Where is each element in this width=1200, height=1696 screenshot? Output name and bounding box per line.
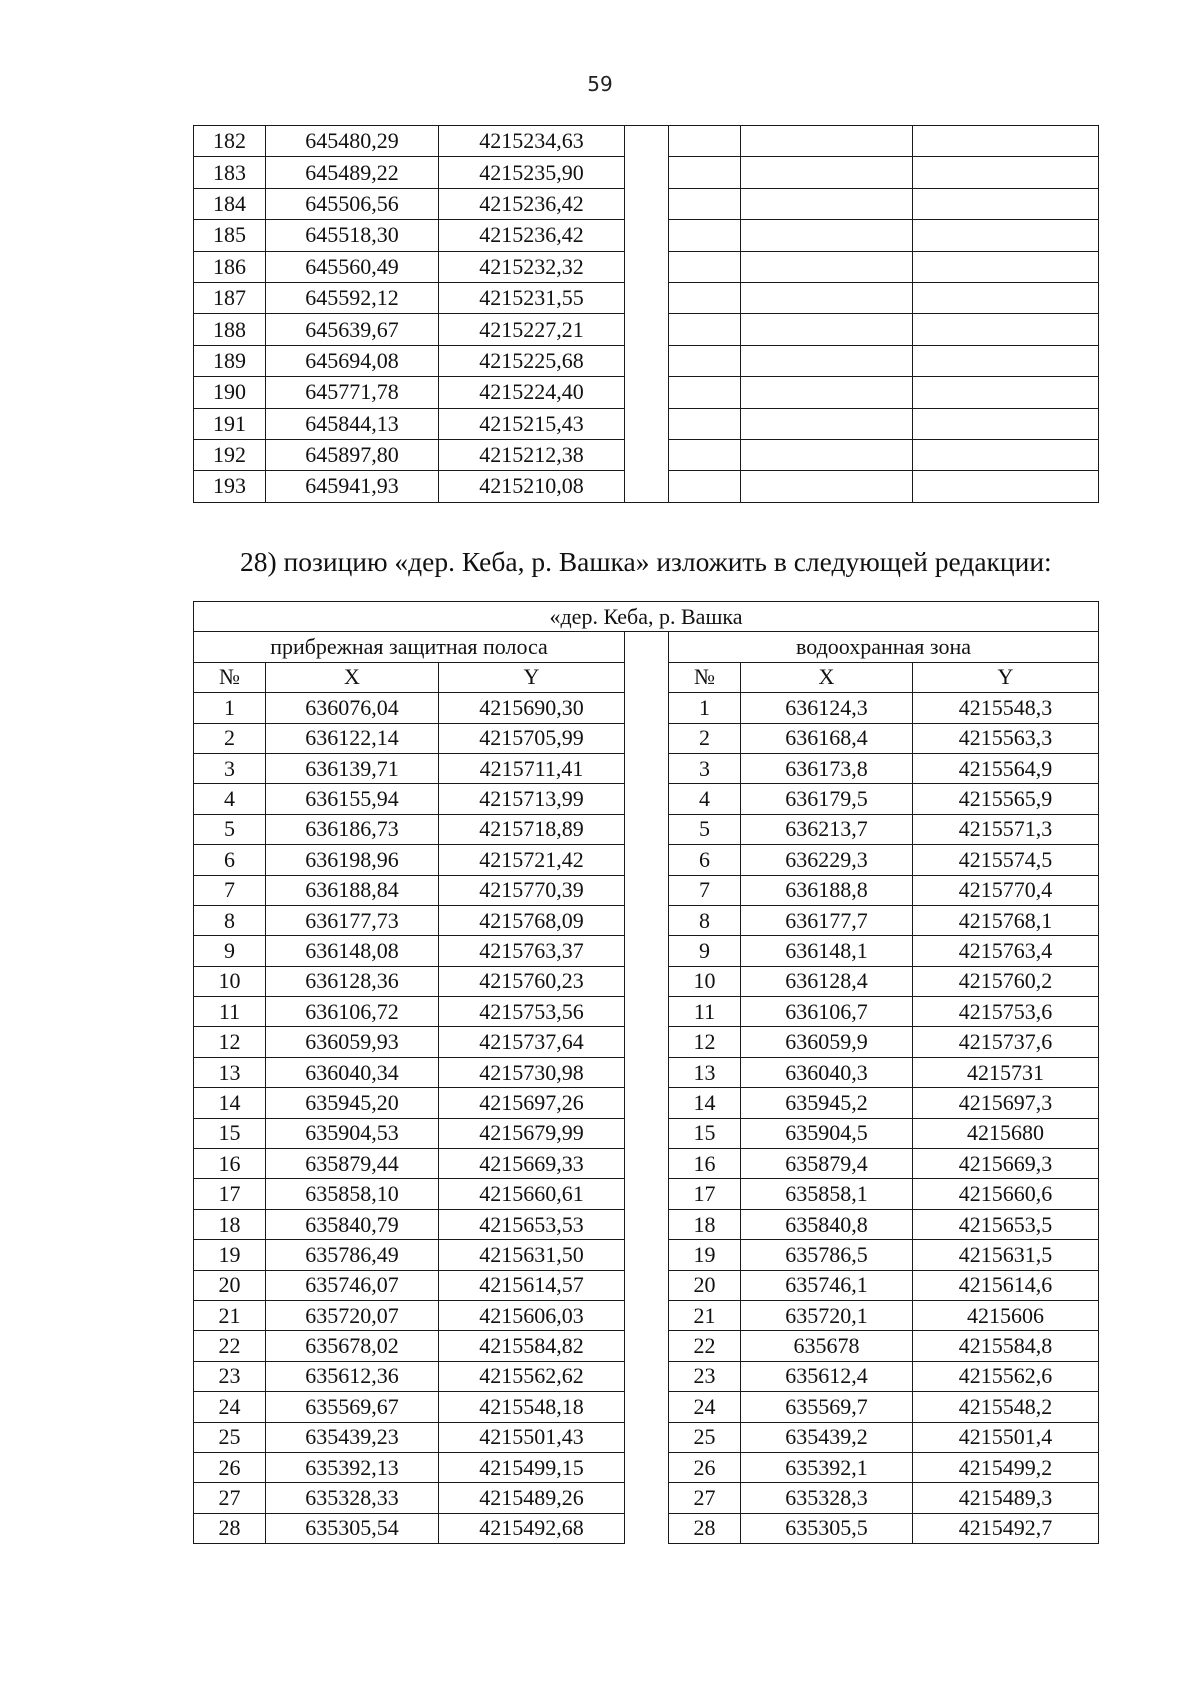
point-number-cell: 182 xyxy=(194,126,266,157)
strip-y-coordinate-cell: 4215697,26 xyxy=(439,1088,625,1118)
zone-x-coordinate-cell: 636128,4 xyxy=(741,966,913,996)
zone-y-coordinate-cell: 4215631,5 xyxy=(913,1240,1099,1270)
strip-x-coordinate-cell: 636122,14 xyxy=(266,723,439,753)
strip-x-coordinate-cell: 635786,49 xyxy=(266,1240,439,1270)
strip-point-number-cell: 5 xyxy=(194,814,266,844)
point-number-cell: 184 xyxy=(194,188,266,219)
x-coordinate-cell: 645897,80 xyxy=(266,439,439,470)
zone-point-number-cell: 9 xyxy=(669,936,741,966)
zone-x-coordinate-cell: 636059,9 xyxy=(741,1027,913,1057)
x-coordinate-cell: 645506,56 xyxy=(266,188,439,219)
zone-point-number-cell: 17 xyxy=(669,1179,741,1209)
strip-point-number-cell: 23 xyxy=(194,1361,266,1391)
zone-x-coordinate-cell: 636106,7 xyxy=(741,997,913,1027)
amendment-heading: 28) позицию «дер. Кеба, р. Вашка» изложить в следующей редакции: xyxy=(240,546,1052,577)
empty-cell xyxy=(741,157,913,188)
zone-x-coordinate-cell: 635840,8 xyxy=(741,1209,913,1239)
zone-y-coordinate-cell: 4215660,6 xyxy=(913,1179,1099,1209)
section-header-coastal-strip: прибрежная защитная полоса xyxy=(194,632,625,662)
x-coordinate-cell: 645639,67 xyxy=(266,314,439,345)
x-coordinate-cell: 645844,13 xyxy=(266,408,439,439)
point-number-cell: 183 xyxy=(194,157,266,188)
zone-x-coordinate-cell: 636148,1 xyxy=(741,936,913,966)
y-coordinate-cell: 4215236,42 xyxy=(439,188,625,219)
strip-point-number-cell: 16 xyxy=(194,1149,266,1179)
x-coordinate-cell: 645771,78 xyxy=(266,377,439,408)
strip-point-number-cell: 17 xyxy=(194,1179,266,1209)
empty-cell xyxy=(669,220,741,251)
zone-point-number-cell: 18 xyxy=(669,1209,741,1239)
y-coordinate-cell: 4215231,55 xyxy=(439,282,625,313)
point-number-cell: 191 xyxy=(194,408,266,439)
strip-x-coordinate-cell: 636188,84 xyxy=(266,875,439,905)
zone-x-coordinate-cell: 635858,1 xyxy=(741,1179,913,1209)
zone-point-number-cell: 13 xyxy=(669,1057,741,1087)
strip-y-coordinate-cell: 4215679,99 xyxy=(439,1118,625,1148)
strip-point-number-cell: 27 xyxy=(194,1483,266,1513)
x-coordinate-cell: 645489,22 xyxy=(266,157,439,188)
y-coordinate-cell: 4215215,43 xyxy=(439,408,625,439)
zone-y-coordinate-cell: 4215760,2 xyxy=(913,966,1099,996)
strip-y-coordinate-cell: 4215660,61 xyxy=(439,1179,625,1209)
zone-point-number-cell: 20 xyxy=(669,1270,741,1300)
table-row xyxy=(194,126,1099,157)
zone-point-number-cell: 28 xyxy=(669,1513,741,1543)
strip-point-number-cell: 26 xyxy=(194,1452,266,1482)
strip-y-coordinate-cell: 4215763,37 xyxy=(439,936,625,966)
strip-y-coordinate-cell: 4215730,98 xyxy=(439,1057,625,1087)
empty-cell xyxy=(669,408,741,439)
zone-point-number-cell: 11 xyxy=(669,997,741,1027)
empty-cell xyxy=(741,251,913,282)
strip-y-coordinate-cell: 4215737,64 xyxy=(439,1027,625,1057)
y-coordinate-cell: 4215235,90 xyxy=(439,157,625,188)
zone-y-coordinate-cell: 4215499,2 xyxy=(913,1452,1099,1482)
strip-x-coordinate-cell: 636186,73 xyxy=(266,814,439,844)
empty-cell xyxy=(913,377,1099,408)
x-coordinate-cell: 645694,08 xyxy=(266,345,439,376)
zone-y-coordinate-cell: 4215763,4 xyxy=(913,936,1099,966)
strip-x-coordinate-cell: 636059,93 xyxy=(266,1027,439,1057)
zone-x-coordinate-cell: 635678 xyxy=(741,1331,913,1361)
strip-y-coordinate-cell: 4215606,03 xyxy=(439,1300,625,1330)
empty-cell xyxy=(741,220,913,251)
strip-point-number-cell: 22 xyxy=(194,1331,266,1361)
zone-y-coordinate-cell: 4215731 xyxy=(913,1057,1099,1087)
zone-point-number-cell: 4 xyxy=(669,784,741,814)
zone-y-coordinate-cell: 4215614,6 xyxy=(913,1270,1099,1300)
zone-y-coordinate-cell: 4215669,3 xyxy=(913,1149,1099,1179)
table-title-row xyxy=(194,602,1099,632)
empty-cell xyxy=(741,408,913,439)
zone-x-coordinate-cell: 635305,5 xyxy=(741,1513,913,1543)
strip-x-coordinate-cell: 636198,96 xyxy=(266,845,439,875)
keba-vashka-coordinates-table xyxy=(193,601,1099,1544)
zone-point-number-cell: 12 xyxy=(669,1027,741,1057)
strip-x-coordinate-cell: 635945,20 xyxy=(266,1088,439,1118)
zone-point-number-cell: 2 xyxy=(669,723,741,753)
zone-x-coordinate-cell: 635746,1 xyxy=(741,1270,913,1300)
zone-point-number-cell: 24 xyxy=(669,1392,741,1422)
zone-y-coordinate-cell: 4215653,5 xyxy=(913,1209,1099,1239)
y-coordinate-cell: 4215234,63 xyxy=(439,126,625,157)
strip-y-coordinate-cell: 4215768,09 xyxy=(439,905,625,935)
y-coordinate-cell: 4215212,38 xyxy=(439,439,625,470)
y-coordinate-cell: 4215210,08 xyxy=(439,471,625,502)
point-number-cell: 187 xyxy=(194,282,266,313)
y-coordinate-cell: 4215224,40 xyxy=(439,377,625,408)
strip-point-number-cell: 19 xyxy=(194,1240,266,1270)
zone-x-coordinate-cell: 636168,4 xyxy=(741,723,913,753)
zone-x-coordinate-cell: 635945,2 xyxy=(741,1088,913,1118)
zone-point-number-cell: 19 xyxy=(669,1240,741,1270)
empty-cell xyxy=(741,126,913,157)
strip-y-coordinate-cell: 4215631,50 xyxy=(439,1240,625,1270)
strip-x-coordinate-cell: 636155,94 xyxy=(266,784,439,814)
empty-cell xyxy=(741,471,913,502)
zone-y-coordinate-cell: 4215563,3 xyxy=(913,723,1099,753)
zone-x-coordinate-cell: 635904,5 xyxy=(741,1118,913,1148)
strip-x-coordinate-cell: 635678,02 xyxy=(266,1331,439,1361)
strip-x-coordinate-cell: 636177,73 xyxy=(266,905,439,935)
zone-point-number-cell: 27 xyxy=(669,1483,741,1513)
point-number-cell: 190 xyxy=(194,377,266,408)
zone-x-coordinate-cell: 635720,1 xyxy=(741,1300,913,1330)
strip-point-number-cell: 4 xyxy=(194,784,266,814)
y-coordinate-cell: 4215227,21 xyxy=(439,314,625,345)
keba-vashka-table-body xyxy=(194,602,1099,1544)
zone-point-number-cell: 22 xyxy=(669,1331,741,1361)
strip-x-coordinate-cell: 635746,07 xyxy=(266,1270,439,1300)
strip-y-coordinate-cell: 4215548,18 xyxy=(439,1392,625,1422)
empty-cell xyxy=(669,471,741,502)
strip-x-coordinate-cell: 635720,07 xyxy=(266,1300,439,1330)
point-number-cell: 186 xyxy=(194,251,266,282)
zone-x-coordinate-cell: 636179,5 xyxy=(741,784,913,814)
strip-y-coordinate-cell: 4215705,99 xyxy=(439,723,625,753)
empty-cell xyxy=(913,314,1099,345)
empty-cell xyxy=(741,377,913,408)
y-coordinate-cell: 4215225,68 xyxy=(439,345,625,376)
section-header-row xyxy=(194,632,1099,662)
strip-point-number-cell: 3 xyxy=(194,753,266,783)
empty-cell xyxy=(913,188,1099,219)
strip-x-coordinate-cell: 635612,36 xyxy=(266,1361,439,1391)
zone-y-coordinate-cell: 4215737,6 xyxy=(913,1027,1099,1057)
zone-y-coordinate-cell: 4215571,3 xyxy=(913,814,1099,844)
strip-y-coordinate-cell: 4215669,33 xyxy=(439,1149,625,1179)
zone-point-number-cell: 10 xyxy=(669,966,741,996)
strip-x-coordinate-cell: 636148,08 xyxy=(266,936,439,966)
strip-y-coordinate-cell: 4215753,56 xyxy=(439,997,625,1027)
strip-point-number-cell: 9 xyxy=(194,936,266,966)
empty-cell xyxy=(669,377,741,408)
zone-point-number-cell: 16 xyxy=(669,1149,741,1179)
strip-y-coordinate-cell: 4215711,41 xyxy=(439,753,625,783)
section-header-water-protection-zone: водоохранная зона xyxy=(669,632,1099,662)
strip-point-number-cell: 12 xyxy=(194,1027,266,1057)
zone-y-coordinate-cell: 4215564,9 xyxy=(913,753,1099,783)
zone-y-coordinate-cell: 4215697,3 xyxy=(913,1088,1099,1118)
strip-y-coordinate-cell: 4215499,15 xyxy=(439,1452,625,1482)
strip-x-coordinate-cell: 635840,79 xyxy=(266,1209,439,1239)
strip-point-number-cell: 11 xyxy=(194,997,266,1027)
strip-point-number-cell: 8 xyxy=(194,905,266,935)
zone-y-coordinate-cell: 4215770,4 xyxy=(913,875,1099,905)
strip-x-coordinate-cell: 635328,33 xyxy=(266,1483,439,1513)
strip-x-coordinate-cell: 635879,44 xyxy=(266,1149,439,1179)
coordinates-table-body xyxy=(194,126,1099,503)
zone-x-coordinate-cell: 636213,7 xyxy=(741,814,913,844)
strip-y-coordinate-cell: 4215718,89 xyxy=(439,814,625,844)
strip-x-coordinate-cell: 636076,04 xyxy=(266,693,439,723)
table-gap-column xyxy=(625,632,669,1544)
column-header-y: Y xyxy=(439,662,625,692)
strip-y-coordinate-cell: 4215770,39 xyxy=(439,875,625,905)
empty-cell xyxy=(913,345,1099,376)
zone-y-coordinate-cell: 4215548,3 xyxy=(913,693,1099,723)
zone-point-number-cell: 8 xyxy=(669,905,741,935)
strip-y-coordinate-cell: 4215760,23 xyxy=(439,966,625,996)
column-header-number: № xyxy=(194,662,266,692)
point-number-cell: 185 xyxy=(194,220,266,251)
zone-x-coordinate-cell: 636040,3 xyxy=(741,1057,913,1087)
zone-x-coordinate-cell: 636188,8 xyxy=(741,875,913,905)
empty-cell xyxy=(913,439,1099,470)
zone-x-coordinate-cell: 636177,7 xyxy=(741,905,913,935)
column-header-x: X xyxy=(741,662,913,692)
strip-point-number-cell: 18 xyxy=(194,1209,266,1239)
zone-y-coordinate-cell: 4215489,3 xyxy=(913,1483,1099,1513)
strip-point-number-cell: 10 xyxy=(194,966,266,996)
zone-y-coordinate-cell: 4215562,6 xyxy=(913,1361,1099,1391)
zone-y-coordinate-cell: 4215492,7 xyxy=(913,1513,1099,1543)
strip-x-coordinate-cell: 636139,71 xyxy=(266,753,439,783)
empty-cell xyxy=(669,126,741,157)
strip-point-number-cell: 24 xyxy=(194,1392,266,1422)
strip-point-number-cell: 25 xyxy=(194,1422,266,1452)
strip-x-coordinate-cell: 635439,23 xyxy=(266,1422,439,1452)
empty-cell xyxy=(913,408,1099,439)
strip-x-coordinate-cell: 636040,34 xyxy=(266,1057,439,1087)
strip-point-number-cell: 21 xyxy=(194,1300,266,1330)
strip-y-coordinate-cell: 4215614,57 xyxy=(439,1270,625,1300)
column-header-x: X xyxy=(266,662,439,692)
empty-cell xyxy=(669,345,741,376)
empty-cell xyxy=(741,439,913,470)
strip-point-number-cell: 6 xyxy=(194,845,266,875)
strip-point-number-cell: 7 xyxy=(194,875,266,905)
page-number: 59 xyxy=(587,72,613,96)
zone-x-coordinate-cell: 635569,7 xyxy=(741,1392,913,1422)
empty-cell xyxy=(913,251,1099,282)
empty-cell xyxy=(913,471,1099,502)
strip-x-coordinate-cell: 635392,13 xyxy=(266,1452,439,1482)
y-coordinate-cell: 4215232,32 xyxy=(439,251,625,282)
zone-point-number-cell: 1 xyxy=(669,693,741,723)
x-coordinate-cell: 645941,93 xyxy=(266,471,439,502)
empty-cell xyxy=(669,251,741,282)
strip-y-coordinate-cell: 4215653,53 xyxy=(439,1209,625,1239)
strip-point-number-cell: 13 xyxy=(194,1057,266,1087)
x-coordinate-cell: 645560,49 xyxy=(266,251,439,282)
strip-y-coordinate-cell: 4215690,30 xyxy=(439,693,625,723)
zone-y-coordinate-cell: 4215574,5 xyxy=(913,845,1099,875)
zone-point-number-cell: 26 xyxy=(669,1452,741,1482)
strip-x-coordinate-cell: 635858,10 xyxy=(266,1179,439,1209)
zone-point-number-cell: 23 xyxy=(669,1361,741,1391)
zone-x-coordinate-cell: 635328,3 xyxy=(741,1483,913,1513)
empty-cell xyxy=(741,345,913,376)
point-number-cell: 192 xyxy=(194,439,266,470)
strip-point-number-cell: 20 xyxy=(194,1270,266,1300)
zone-y-coordinate-cell: 4215584,8 xyxy=(913,1331,1099,1361)
zone-y-coordinate-cell: 4215753,6 xyxy=(913,997,1099,1027)
zone-point-number-cell: 14 xyxy=(669,1088,741,1118)
zone-x-coordinate-cell: 635786,5 xyxy=(741,1240,913,1270)
zone-y-coordinate-cell: 4215548,2 xyxy=(913,1392,1099,1422)
empty-cell xyxy=(913,282,1099,313)
zone-point-number-cell: 6 xyxy=(669,845,741,875)
empty-cell xyxy=(741,282,913,313)
zone-x-coordinate-cell: 635612,4 xyxy=(741,1361,913,1391)
strip-point-number-cell: 15 xyxy=(194,1118,266,1148)
x-coordinate-cell: 645518,30 xyxy=(266,220,439,251)
strip-x-coordinate-cell: 635305,54 xyxy=(266,1513,439,1543)
y-coordinate-cell: 4215236,42 xyxy=(439,220,625,251)
table-gap-column xyxy=(625,126,669,503)
strip-x-coordinate-cell: 636128,36 xyxy=(266,966,439,996)
strip-y-coordinate-cell: 4215501,43 xyxy=(439,1422,625,1452)
strip-y-coordinate-cell: 4215721,42 xyxy=(439,845,625,875)
empty-cell xyxy=(669,157,741,188)
zone-point-number-cell: 7 xyxy=(669,875,741,905)
zone-point-number-cell: 15 xyxy=(669,1118,741,1148)
coordinates-table-continued xyxy=(193,125,1099,503)
strip-y-coordinate-cell: 4215584,82 xyxy=(439,1331,625,1361)
strip-x-coordinate-cell: 636106,72 xyxy=(266,997,439,1027)
strip-point-number-cell: 28 xyxy=(194,1513,266,1543)
zone-y-coordinate-cell: 4215501,4 xyxy=(913,1422,1099,1452)
point-number-cell: 189 xyxy=(194,345,266,376)
zone-x-coordinate-cell: 635392,1 xyxy=(741,1452,913,1482)
strip-point-number-cell: 1 xyxy=(194,693,266,723)
zone-y-coordinate-cell: 4215680 xyxy=(913,1118,1099,1148)
point-number-cell: 193 xyxy=(194,471,266,502)
zone-point-number-cell: 3 xyxy=(669,753,741,783)
x-coordinate-cell: 645592,12 xyxy=(266,282,439,313)
strip-point-number-cell: 2 xyxy=(194,723,266,753)
strip-y-coordinate-cell: 4215492,68 xyxy=(439,1513,625,1543)
zone-y-coordinate-cell: 4215606 xyxy=(913,1300,1099,1330)
empty-cell xyxy=(913,220,1099,251)
empty-cell xyxy=(913,157,1099,188)
x-coordinate-cell: 645480,29 xyxy=(266,126,439,157)
zone-point-number-cell: 25 xyxy=(669,1422,741,1452)
zone-x-coordinate-cell: 635879,4 xyxy=(741,1149,913,1179)
zone-y-coordinate-cell: 4215768,1 xyxy=(913,905,1099,935)
strip-y-coordinate-cell: 4215713,99 xyxy=(439,784,625,814)
zone-x-coordinate-cell: 636229,3 xyxy=(741,845,913,875)
zone-x-coordinate-cell: 636124,3 xyxy=(741,693,913,723)
zone-point-number-cell: 21 xyxy=(669,1300,741,1330)
point-number-cell: 188 xyxy=(194,314,266,345)
column-header-number: № xyxy=(669,662,741,692)
empty-cell xyxy=(913,126,1099,157)
empty-cell xyxy=(669,188,741,219)
zone-y-coordinate-cell: 4215565,9 xyxy=(913,784,1099,814)
strip-y-coordinate-cell: 4215562,62 xyxy=(439,1361,625,1391)
zone-x-coordinate-cell: 636173,8 xyxy=(741,753,913,783)
strip-x-coordinate-cell: 635904,53 xyxy=(266,1118,439,1148)
empty-cell xyxy=(741,314,913,345)
table-title: «дер. Кеба, р. Вашка xyxy=(194,602,1099,632)
column-header-y: Y xyxy=(913,662,1099,692)
zone-x-coordinate-cell: 635439,2 xyxy=(741,1422,913,1452)
empty-cell xyxy=(741,188,913,219)
empty-cell xyxy=(669,439,741,470)
strip-point-number-cell: 14 xyxy=(194,1088,266,1118)
strip-x-coordinate-cell: 635569,67 xyxy=(266,1392,439,1422)
strip-y-coordinate-cell: 4215489,26 xyxy=(439,1483,625,1513)
empty-cell xyxy=(669,314,741,345)
empty-cell xyxy=(669,282,741,313)
zone-point-number-cell: 5 xyxy=(669,814,741,844)
